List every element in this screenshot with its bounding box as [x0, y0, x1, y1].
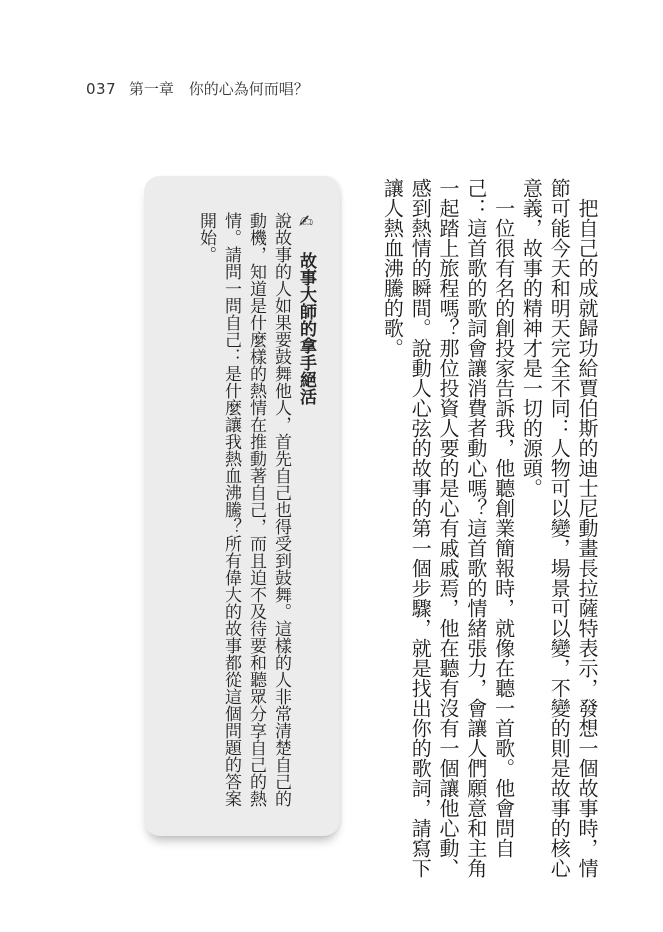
sidebar-box — [144, 176, 340, 836]
chapter-label: 第一章 — [128, 80, 174, 98]
pen-writing-icon: ✍ — [296, 212, 316, 232]
sidebar-heading — [293, 212, 318, 812]
sidebar-text: 說故事的人如果要鼓舞他人，首先自己也得受到鼓舞。這樣的人非常清楚自己的動機，知道是什麼樣的熱情在推動著自己，而且迫不及待要和聽眾分享自己的熱情。請問一問自己：是什麼讓我熱血沸騰？所有偉大的故事都從這個問題的答案開始。 — [196, 212, 291, 807]
sidebar-content — [168, 212, 318, 812]
sidebar-title: 故事大師的拿手絕活 — [296, 252, 316, 405]
chapter-title: 你的心為何而唱？ — [188, 80, 309, 98]
page-number: 037 — [86, 80, 117, 98]
body-paragraph-2: 一位很有名的創投家告訴我，他聽創業簡報時，就像在聽一首歌。他會問自己：這首歌的歌詞會讓消費者動心嗎？這首歌的情緒張力，會讓人們願意和主角一起踏上旅程嗎？那位投資人要的是心有戚戚焉，他在聽有沒有一個讓他心動、感到熱情的瞬間。說動人心弦的故事的第一個步驟，就是找出你的歌詞，請寫下讓人熱血沸騰的歌。 — [380, 178, 516, 878]
main-text — [380, 178, 600, 888]
running-header — [86, 78, 309, 104]
body-paragraph-1: 把自己的成就歸功給賈伯斯的迪士尼動畫長拉薩特表示，發想一個故事時，情節可能今天和明天完全不同：人物可以變，場景可以變，不變的則是故事的核心意義，故事的精神才是一切的源頭。 — [519, 178, 599, 878]
